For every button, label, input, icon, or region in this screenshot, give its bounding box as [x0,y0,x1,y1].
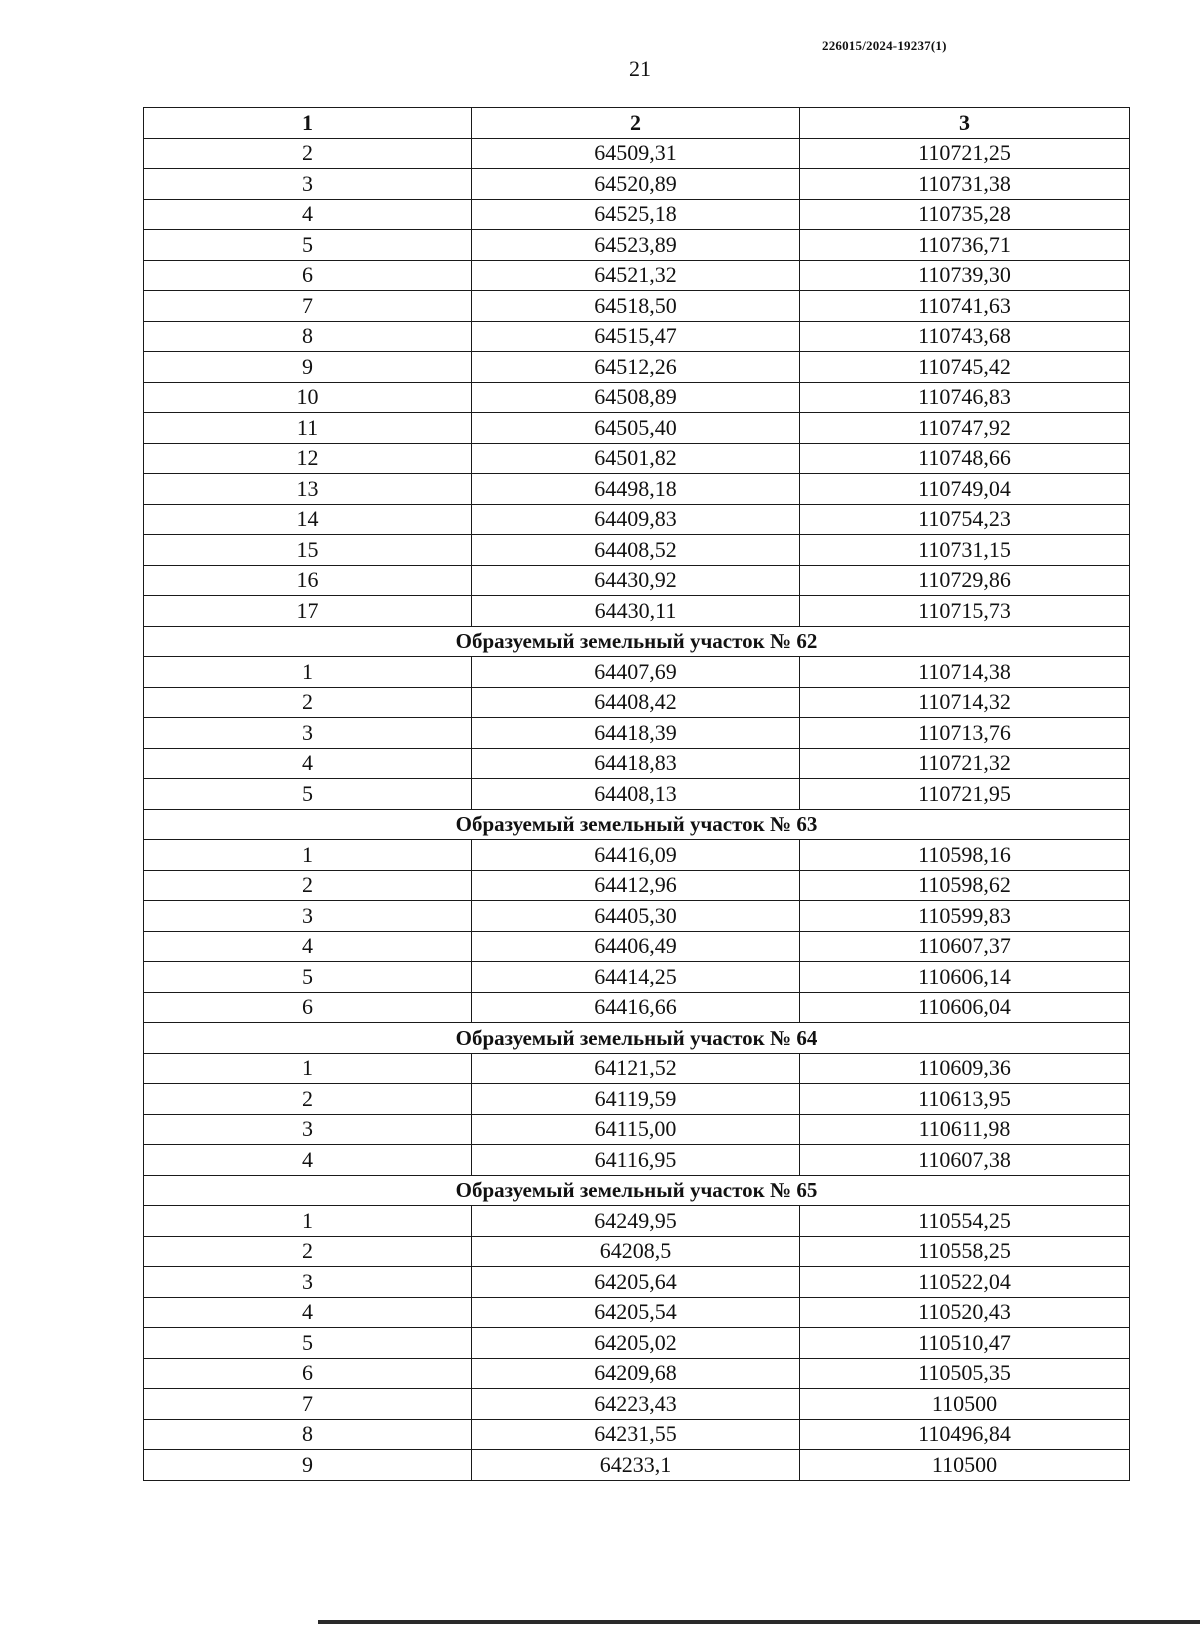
y-coordinate-cell: 110611,98 [800,1114,1130,1145]
point-number-cell: 3 [144,1114,472,1145]
y-coordinate-cell: 110754,23 [800,504,1130,535]
document-id: 226015/2024-19237(1) [822,38,947,53]
y-coordinate-cell: 110510,47 [800,1328,1130,1359]
x-coordinate-cell: 64119,59 [472,1084,800,1115]
point-number-cell: 17 [144,596,472,627]
point-number-cell: 5 [144,1328,472,1359]
table-row [144,1236,1130,1267]
table-row [144,779,1130,810]
y-coordinate-cell: 110505,35 [800,1358,1130,1389]
x-coordinate-cell: 64205,54 [472,1297,800,1328]
y-coordinate-cell: 110599,83 [800,901,1130,932]
section-header-row [144,626,1130,657]
y-coordinate-cell: 110520,43 [800,1297,1130,1328]
table-row [144,230,1130,261]
point-number-cell: 13 [144,474,472,505]
point-number-cell: 8 [144,321,472,352]
x-coordinate-cell: 64523,89 [472,230,800,261]
x-coordinate-cell: 64509,31 [472,138,800,169]
y-coordinate-cell: 110721,25 [800,138,1130,169]
table-row [144,535,1130,566]
point-number-cell: 4 [144,748,472,779]
point-number-cell: 10 [144,382,472,413]
table-row [144,931,1130,962]
table-row [144,413,1130,444]
table-row [144,840,1130,871]
y-coordinate-cell: 110745,42 [800,352,1130,383]
table-row [144,657,1130,688]
table-row [144,382,1130,413]
x-coordinate-cell: 64116,95 [472,1145,800,1176]
table-row [144,1358,1130,1389]
point-number-cell: 2 [144,138,472,169]
x-coordinate-cell: 64518,50 [472,291,800,322]
table-row [144,291,1130,322]
table-row [144,1145,1130,1176]
coordinates-table [143,107,1130,1481]
point-number-cell: 5 [144,779,472,810]
x-coordinate-cell: 64525,18 [472,199,800,230]
y-coordinate-cell: 110731,15 [800,535,1130,566]
table-row [144,474,1130,505]
section-header-row [144,809,1130,840]
y-coordinate-cell: 110714,38 [800,657,1130,688]
x-coordinate-cell: 64115,00 [472,1114,800,1145]
x-coordinate-cell: 64430,92 [472,565,800,596]
table-header-row [144,108,1130,139]
table-row [144,870,1130,901]
y-coordinate-cell: 110743,68 [800,321,1130,352]
x-coordinate-cell: 64249,95 [472,1206,800,1237]
point-number-cell: 8 [144,1419,472,1450]
section-title: Образуемый земельный участок № 63 [144,809,1130,840]
x-coordinate-cell: 64520,89 [472,169,800,200]
point-number-cell: 9 [144,352,472,383]
table-row [144,504,1130,535]
table-row [144,352,1130,383]
table-row [144,1450,1130,1481]
x-coordinate-cell: 64412,96 [472,870,800,901]
point-number-cell: 9 [144,1450,472,1481]
column-header-2: 2 [472,108,800,139]
point-number-cell: 3 [144,1267,472,1298]
point-number-cell: 7 [144,291,472,322]
y-coordinate-cell: 110721,95 [800,779,1130,810]
y-coordinate-cell: 110748,66 [800,443,1130,474]
table-row [144,1206,1130,1237]
point-number-cell: 4 [144,1145,472,1176]
table-row [144,962,1130,993]
section-title: Образуемый земельный участок № 62 [144,626,1130,657]
y-coordinate-cell: 110609,36 [800,1053,1130,1084]
column-header-3: 3 [800,108,1130,139]
x-coordinate-cell: 64405,30 [472,901,800,932]
x-coordinate-cell: 64498,18 [472,474,800,505]
y-coordinate-cell: 110606,04 [800,992,1130,1023]
table-row [144,138,1130,169]
y-coordinate-cell: 110741,63 [800,291,1130,322]
table-row [144,992,1130,1023]
y-coordinate-cell: 110715,73 [800,596,1130,627]
y-coordinate-cell: 110749,04 [800,474,1130,505]
x-coordinate-cell: 64414,25 [472,962,800,993]
x-coordinate-cell: 64233,1 [472,1450,800,1481]
table-row [144,1114,1130,1145]
point-number-cell: 16 [144,565,472,596]
point-number-cell: 4 [144,931,472,962]
table-row [144,596,1130,627]
point-number-cell: 6 [144,992,472,1023]
y-coordinate-cell: 110558,25 [800,1236,1130,1267]
x-coordinate-cell: 64408,52 [472,535,800,566]
x-coordinate-cell: 64408,42 [472,687,800,718]
table-row [144,260,1130,291]
y-coordinate-cell: 110613,95 [800,1084,1130,1115]
section-title: Образуемый земельный участок № 64 [144,1023,1130,1054]
x-coordinate-cell: 64223,43 [472,1389,800,1420]
y-coordinate-cell: 110735,28 [800,199,1130,230]
column-header-1: 1 [144,108,472,139]
table-row [144,1389,1130,1420]
x-coordinate-cell: 64416,09 [472,840,800,871]
point-number-cell: 6 [144,1358,472,1389]
table-row [144,443,1130,474]
point-number-cell: 1 [144,1053,472,1084]
x-coordinate-cell: 64231,55 [472,1419,800,1450]
y-coordinate-cell: 110736,71 [800,230,1130,261]
x-coordinate-cell: 64205,02 [472,1328,800,1359]
point-number-cell: 3 [144,169,472,200]
point-number-cell: 4 [144,1297,472,1328]
x-coordinate-cell: 64508,89 [472,382,800,413]
y-coordinate-cell: 110500 [800,1389,1130,1420]
table-row [144,901,1130,932]
point-number-cell: 2 [144,1084,472,1115]
table-row [144,1419,1130,1450]
x-coordinate-cell: 64406,49 [472,931,800,962]
table-row [144,1328,1130,1359]
x-coordinate-cell: 64409,83 [472,504,800,535]
y-coordinate-cell: 110714,32 [800,687,1130,718]
point-number-cell: 5 [144,962,472,993]
point-number-cell: 3 [144,901,472,932]
x-coordinate-cell: 64505,40 [472,413,800,444]
table-row [144,748,1130,779]
table-row [144,1297,1130,1328]
point-number-cell: 3 [144,718,472,749]
y-coordinate-cell: 110607,38 [800,1145,1130,1176]
x-coordinate-cell: 64512,26 [472,352,800,383]
point-number-cell: 6 [144,260,472,291]
table-row [144,687,1130,718]
y-coordinate-cell: 110731,38 [800,169,1130,200]
point-number-cell: 15 [144,535,472,566]
y-coordinate-cell: 110500 [800,1450,1130,1481]
bottom-scan-edge [318,1620,1200,1624]
x-coordinate-cell: 64515,47 [472,321,800,352]
section-header-row [144,1175,1130,1206]
y-coordinate-cell: 110747,92 [800,413,1130,444]
x-coordinate-cell: 64408,13 [472,779,800,810]
y-coordinate-cell: 110607,37 [800,931,1130,962]
point-number-cell: 7 [144,1389,472,1420]
y-coordinate-cell: 110554,25 [800,1206,1130,1237]
point-number-cell: 11 [144,413,472,444]
x-coordinate-cell: 64521,32 [472,260,800,291]
point-number-cell: 2 [144,1236,472,1267]
table-row [144,1053,1130,1084]
point-number-cell: 14 [144,504,472,535]
table-body [144,138,1130,1480]
point-number-cell: 1 [144,840,472,871]
table-row [144,565,1130,596]
point-number-cell: 4 [144,199,472,230]
table-row [144,169,1130,200]
section-title: Образуемый земельный участок № 65 [144,1175,1130,1206]
x-coordinate-cell: 64430,11 [472,596,800,627]
y-coordinate-cell: 110739,30 [800,260,1130,291]
table-row [144,1267,1130,1298]
x-coordinate-cell: 64407,69 [472,657,800,688]
y-coordinate-cell: 110606,14 [800,962,1130,993]
point-number-cell: 1 [144,657,472,688]
x-coordinate-cell: 64205,64 [472,1267,800,1298]
table-row [144,199,1130,230]
y-coordinate-cell: 110598,16 [800,840,1130,871]
point-number-cell: 5 [144,230,472,261]
y-coordinate-cell: 110746,83 [800,382,1130,413]
x-coordinate-cell: 64209,68 [472,1358,800,1389]
x-coordinate-cell: 64418,83 [472,748,800,779]
point-number-cell: 12 [144,443,472,474]
point-number-cell: 1 [144,1206,472,1237]
x-coordinate-cell: 64208,5 [472,1236,800,1267]
page-number: 21 [629,56,651,81]
point-number-cell: 2 [144,687,472,718]
x-coordinate-cell: 64501,82 [472,443,800,474]
y-coordinate-cell: 110598,62 [800,870,1130,901]
point-number-cell: 2 [144,870,472,901]
x-coordinate-cell: 64121,52 [472,1053,800,1084]
x-coordinate-cell: 64418,39 [472,718,800,749]
y-coordinate-cell: 110729,86 [800,565,1130,596]
table-row [144,1084,1130,1115]
y-coordinate-cell: 110496,84 [800,1419,1130,1450]
section-header-row [144,1023,1130,1054]
table-row [144,718,1130,749]
x-coordinate-cell: 64416,66 [472,992,800,1023]
y-coordinate-cell: 110721,32 [800,748,1130,779]
table-row [144,321,1130,352]
y-coordinate-cell: 110522,04 [800,1267,1130,1298]
y-coordinate-cell: 110713,76 [800,718,1130,749]
